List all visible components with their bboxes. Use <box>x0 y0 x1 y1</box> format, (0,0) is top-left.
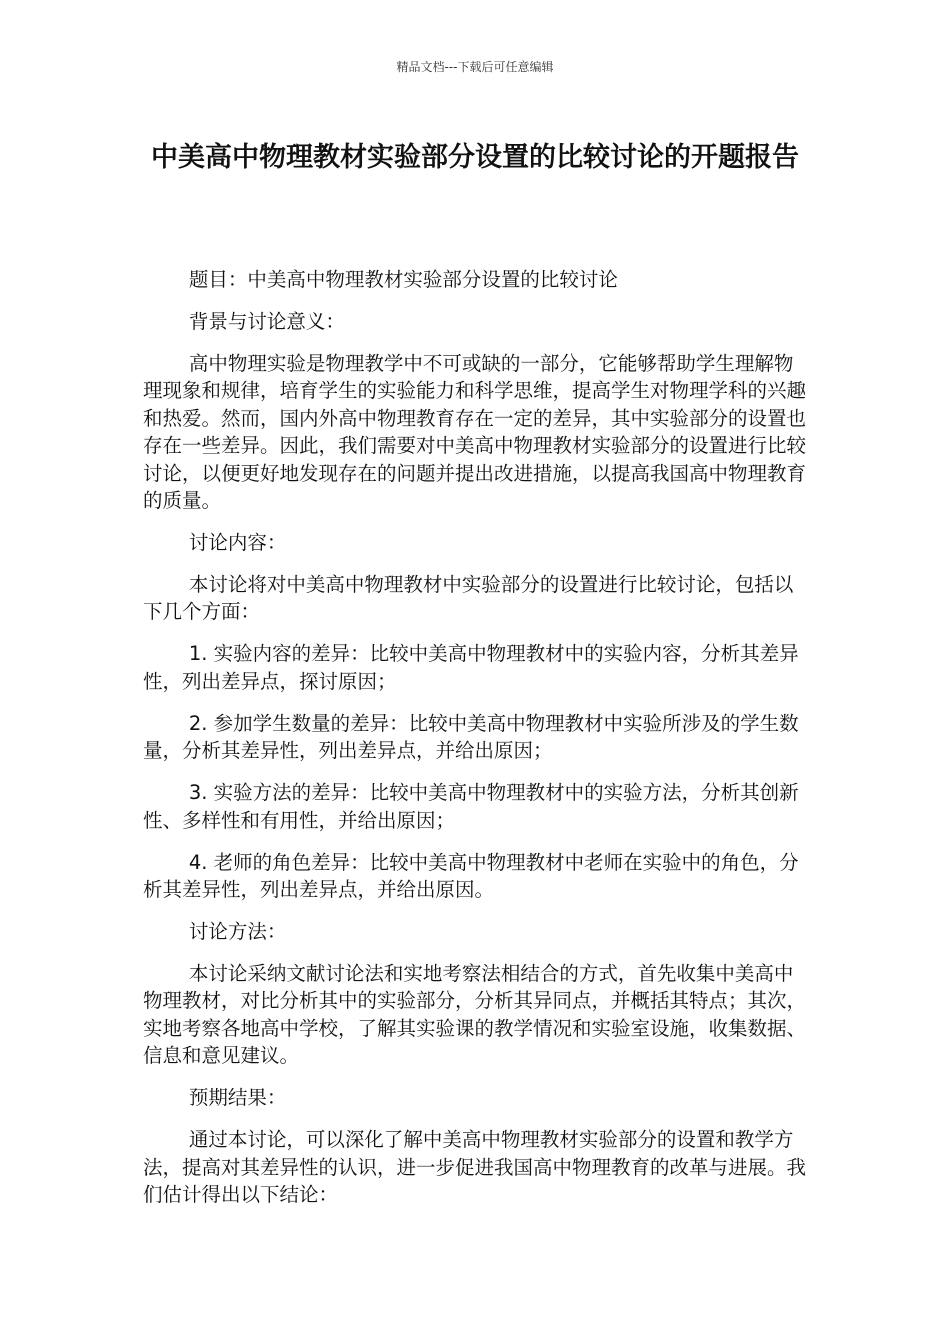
section-heading-results: 预期结果： <box>188 1086 287 1110</box>
header-note: 精品文档---下载后可任意编辑 <box>396 60 554 74</box>
content-item-3: 3. 实验方法的差异：比较中美高中物理教材中的实验方法，分析其创新性、多样性和有用性，并给出原因； <box>143 781 799 832</box>
document-body <box>143 266 807 1223</box>
section-heading-content: 讨论内容： <box>188 531 287 555</box>
section-heading-method: 讨论方法： <box>188 920 287 944</box>
method-paragraph: 本讨论采纳文献讨论法和实地考察法相结合的方式，首先收集中美高中物理教材，对比分析其中的实验部分，分析其异同点，并概括其特点；其次，实地考察各地高中学校，了解其实验课的教学情况和实验室设施，收集数据、信息和意见建议。 <box>143 962 807 1068</box>
results-paragraph: 通过本讨论，可以深化了解中美高中物理教材实验部分的设置和教学方法，提高对其差异性的认识，进一步促进我国高中物理教育的改革与进展。我们估计得出以下结论： <box>143 1128 807 1207</box>
background-paragraph: 高中物理实验是物理教学中不可或缺的一部分，它能够帮助学生理解物理现象和规律，培育学生的实验能力和科学思维，提高学生对物理学科的兴趣和热爱。然而，国内外高中物理教育存在一定的差异，其中实验部分的设置也存在一些差异。因此，我们需要对中美高中物理教材实验部分的设置进行比较讨论，以便更好地发现存在的问题并提出改进措施，以提高我国高中物理教育的质量。 <box>143 352 807 513</box>
content-item-4: 4. 老师的角色差异：比较中美高中物理教材中老师在实验中的角色，分析其差异性，列出差异点，并给出原因。 <box>143 850 799 902</box>
content-intro-paragraph: 本讨论将对中美高中物理教材中实验部分的设置进行比较讨论，包括以下几个方面： <box>143 573 794 624</box>
section-heading-background: 背景与讨论意义： <box>188 310 345 333</box>
content-item-2: 2. 参加学生数量的差异：比较中美高中物理教材中实验所涉及的学生数量，分析其差异性，列出差异点，并给出原因； <box>143 711 799 763</box>
topic-line: 题目：中美高中物理教材实验部分设置的比较讨论 <box>188 268 618 291</box>
content-item-1: 1. 实验内容的差异：比较中美高中物理教材中的实验内容，分析其差异性，列出差异点，探讨原因； <box>143 642 799 693</box>
document-title: 中美高中物理教材实验部分设置的比较讨论的开题报告 <box>151 142 799 173</box>
